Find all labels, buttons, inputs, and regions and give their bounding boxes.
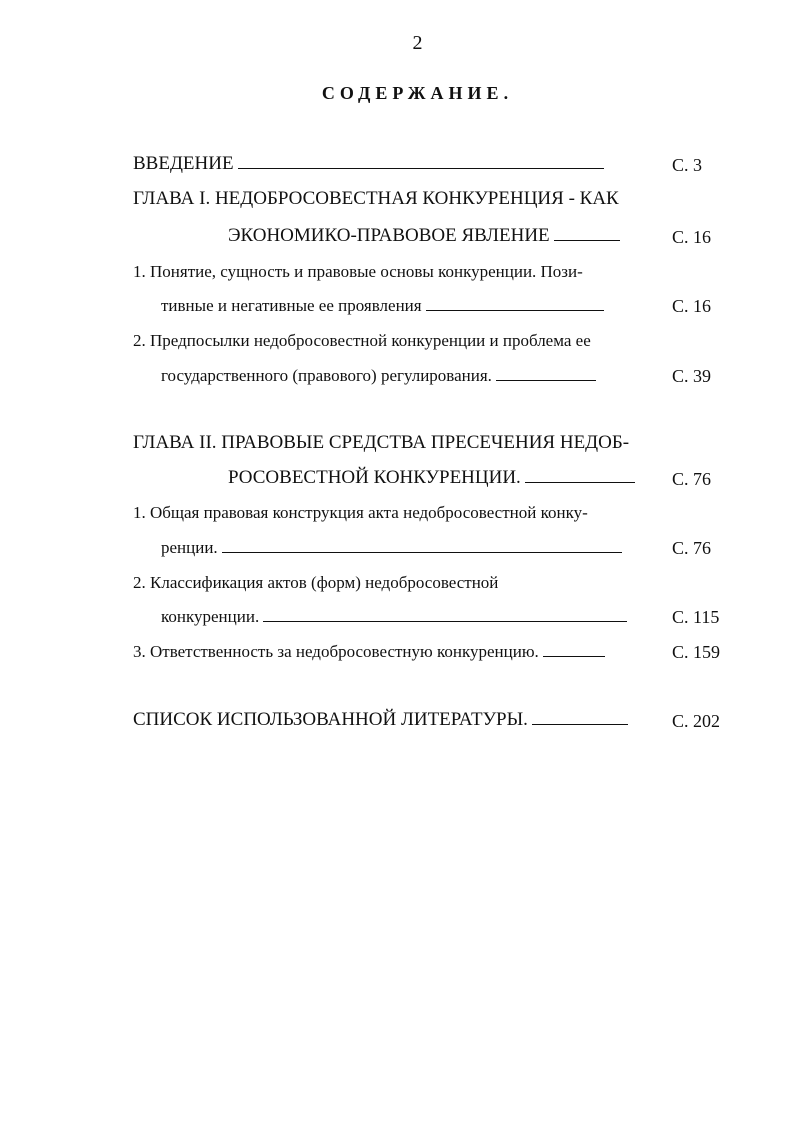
leader-line xyxy=(238,167,604,169)
toc-chapter-2-line-1: ГЛАВА II. ПРАВОВЫЕ СРЕДСТВА ПРЕСЕЧЕНИЯ НЕДОБ- xyxy=(133,432,630,453)
toc-chapter-2-line-2 xyxy=(228,467,635,489)
toc-section-1-1-line-2 xyxy=(161,296,604,316)
toc-section-2-1-line-1: 1. Общая правовая конструкция акта недобросовестной конку- xyxy=(133,503,588,522)
toc-page-number: С. 3 xyxy=(672,155,703,175)
toc-entry-label: тивные и негативные ее проявления xyxy=(161,296,422,315)
toc-entry-references xyxy=(133,709,628,731)
toc-entry-intro xyxy=(133,153,604,175)
toc-entry-label: конкуренции. xyxy=(161,607,260,626)
toc-page-number: С. 115 xyxy=(672,607,720,627)
toc-section-2-1-line-2 xyxy=(161,538,622,558)
toc-section-1-2-line-2 xyxy=(161,366,596,386)
toc-page-number: С. 202 xyxy=(672,711,721,731)
toc-entry-label: государственного (правового) регулирования. xyxy=(161,366,492,385)
leader-line xyxy=(222,551,622,553)
toc-entry-label: ВВЕДЕНИЕ xyxy=(133,153,234,174)
toc-page-number: С. 16 xyxy=(672,227,712,247)
toc-page-number: С. 76 xyxy=(672,469,712,489)
page-title: СОДЕРЖАНИЕ. xyxy=(321,83,514,103)
toc-chapter-1-line-2 xyxy=(228,225,620,247)
leader-line xyxy=(554,239,620,241)
page-number: 2 xyxy=(412,32,423,54)
toc-page-number: С. 16 xyxy=(672,296,712,316)
toc-section-1-2-line-1: 2. Предпосылки недобросовестной конкуренции и проблема ее xyxy=(133,331,591,350)
leader-line xyxy=(543,655,605,657)
toc-page-number: С. 39 xyxy=(672,366,712,386)
toc-entry-label: РОСОВЕСТНОЙ КОНКУРЕНЦИИ. xyxy=(228,467,521,488)
leader-line xyxy=(496,379,596,381)
toc-entry-label: СПИСОК ИСПОЛЬЗОВАННОЙ ЛИТЕРАТУРЫ. xyxy=(133,709,528,730)
toc-section-2-2-line-2 xyxy=(161,607,627,627)
leader-line xyxy=(426,309,604,311)
toc-section-2-2-line-1: 2. Классификация актов (форм) недобросовестной xyxy=(133,573,499,592)
toc-section-2-3 xyxy=(133,642,605,662)
leader-line xyxy=(263,620,627,622)
toc-page-number: С. 159 xyxy=(672,642,721,662)
toc-entry-label: 3. Ответственность за недобросовестную конкуренцию. xyxy=(133,642,539,661)
toc-entry-label: ЭКОНОМИКО-ПРАВОВОЕ ЯВЛЕНИЕ xyxy=(228,225,550,246)
leader-line xyxy=(532,723,628,725)
toc-page-number: С. 76 xyxy=(672,538,712,558)
toc-section-1-1-line-1: 1. Понятие, сущность и правовые основы конкуренции. Пози- xyxy=(133,262,583,281)
leader-line xyxy=(525,481,635,483)
toc-entry-label: ренции. xyxy=(161,538,218,557)
toc-chapter-1-line-1: ГЛАВА I. НЕДОБРОСОВЕСТНАЯ КОНКУРЕНЦИЯ - КАК xyxy=(133,188,619,209)
